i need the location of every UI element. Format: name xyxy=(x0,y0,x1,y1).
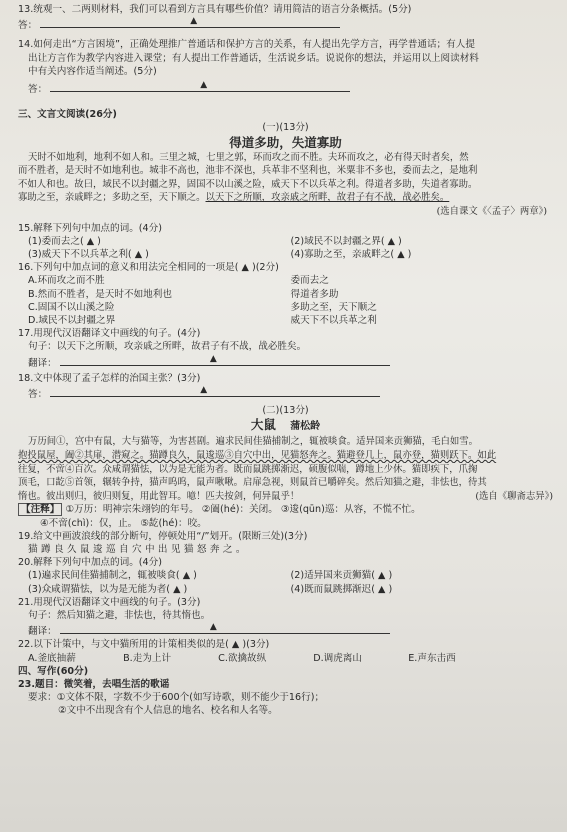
part-header: (一)(13分) xyxy=(262,122,309,134)
notes-line: ④不啻(chì)：仅，止。 ⑤龁(hé)：咬。 xyxy=(40,517,207,529)
q22-option[interactable]: E.声东击西 xyxy=(408,652,456,664)
q16-option[interactable]: A.环而攻之而不胜 委而去之 xyxy=(28,275,329,287)
q15-items xyxy=(18,235,553,248)
translate-label: 翻译： xyxy=(28,626,57,638)
passage-text: 万历间①，宫中有鼠，大与猫等，为害甚剧。遍求民间佳猫捕制之，辄被啖食。适异国来贡狮猫，毛白如雪。 抱投鼠屋，阖②其扉，潜窥之。猫蹲良久，鼠逡巡③自穴中出，见猫怒奔之。猫避登几上，鼠亦登，猫则跃下。如此 往复，不啻④百次。众咸谓猫怯，以为是无能为者。既而鼠跳掷渐迟，硕腹似喘，蹲地上少休。猫即疾下，爪掬 顶毛，口龁⑤首领，辗转争持，猫声呜呜，鼠声啾啾。启扉急视，则鼠首已嚼碎矣。然后知猫之避，非怯也，待其 惰也。彼出则归，彼归则复，用此智耳。噫！匹夫按剑，何异鼠乎！ (选自《聊斋志异》) xyxy=(18,436,553,502)
section-heading: 三、文言文阅读(26分) xyxy=(18,109,117,121)
q22-option[interactable]: B.走为上计 xyxy=(123,652,172,664)
q20-item[interactable]: (2)适异国来贡狮猫( ▲ ) xyxy=(290,570,393,582)
answer-label: 答： xyxy=(28,84,48,96)
q22-option[interactable]: A.釜底抽薪 xyxy=(28,652,76,664)
q17-sentence: 句子：以天下之所顺，攻亲戚之所畔，故君子有不战，战必胜矣。 xyxy=(28,341,307,353)
q22-option[interactable]: C.欲擒故纵 xyxy=(218,652,267,664)
passage-source: (选自《聊斋志异》) xyxy=(475,490,553,502)
q15-item[interactable]: (3)威天下不以兵革之利( ▲ ) xyxy=(28,249,149,260)
answer-blank[interactable]: ▲ xyxy=(40,16,340,28)
passage-source: (选自课文《〈孟子〉两章》) xyxy=(436,206,547,217)
q20-question: 20.解释下列句中加点的词。(4分) xyxy=(18,557,162,569)
q16-option[interactable]: C.固国不以山溪之险 多助之至，天下顺之 xyxy=(28,301,377,313)
q21-translation xyxy=(18,622,553,638)
q17-translation xyxy=(18,354,553,370)
answer-blank[interactable]: ▲ xyxy=(50,385,380,397)
q14-question: 14.如何走出“方言困境”，正确处理推广普通话和保护方言的关系，有人提出先学方言，再学普通话；有人提 出让方言作为教学内容进入课堂；有人提出工作普通话，生活说乡话。说说你的想法，并运用以上阅读材料 中有关内容作适当阐述。(5分) xyxy=(18,39,479,77)
q18-question: 18.文中体现了孟子怎样的治国主张？(3分) xyxy=(18,372,201,384)
q22-options xyxy=(18,652,553,665)
q16-option[interactable]: B.然而不胜者，是天时不如地利也 得道者多助 xyxy=(28,288,339,300)
q15-items xyxy=(18,248,553,261)
q19-sentence[interactable]: 猫蹲良久鼠逡巡自穴中出见猫怒奔之。 xyxy=(28,544,249,556)
answer-blank[interactable]: ▲ xyxy=(60,354,390,366)
q13-question: 13.统观一、二两则材料，我们可以看到方言具有哪些价值？请用简洁的语言分条概括。(5分) xyxy=(18,4,412,15)
answer-label: 答： xyxy=(28,389,48,401)
answer-blank[interactable]: ▲ xyxy=(60,622,390,634)
q16-option[interactable]: D.域民不以封疆之界 威天下不以兵革之利 xyxy=(28,315,377,327)
q15-item[interactable]: (4)寡助之至，亲戚畔之( ▲ ) xyxy=(290,249,412,260)
q18-answer xyxy=(18,385,553,401)
q22-option[interactable]: D.调虎离山 xyxy=(313,652,362,664)
answer-label: 答： xyxy=(18,20,38,32)
q16-question: 16.下列句中加点词的意义和用法完全相同的一项是( ▲ )(2分) xyxy=(18,262,279,274)
q19-question: 19.给文中画波浪线的部分断句，停顿处用“/”划开。(限断三处)(3分) xyxy=(18,530,308,542)
part-header: (二)(13分) xyxy=(262,405,309,417)
notes-label: 【注释】 xyxy=(18,503,62,516)
translate-label: 翻译： xyxy=(28,357,57,369)
underlined-sentence: 以天下之所顺，攻亲戚之所畔，故君子有不战，战必胜矣。 xyxy=(205,192,450,204)
author: 蒲松龄 xyxy=(290,421,321,433)
answer-blank[interactable]: ▲ xyxy=(50,80,350,92)
passage-title: 得道多助，失道寡助 xyxy=(229,134,342,150)
q20-item[interactable]: (4)既而鼠跳掷渐迟( ▲ ) xyxy=(290,583,393,595)
q20-item[interactable]: (1)遍求民间佳猫捕制之，辄被啖食( ▲ ) xyxy=(28,570,197,582)
passage-text: 天时不如地利，地利不如人和。三里之城，七里之郭，环而攻之而不胜。夫环而攻之，必有得天时者矣，然 而不胜者，是天时不如地利也。城非不高也，池非不深也，兵革非不坚利也，米粟非不多也，委而去之，是地利 不如人和也。故曰，域民不以封疆之界，固国不以山溪之险，威天下不以兵革之利。得道者多助，失道者寡助。 寡助之至，亲戚畔之；多助之至，天下顺之。以天下之所顺，攻亲戚之所畔，故君子有不战，战必胜矣。 (选自课文《〈孟子〉两章》) xyxy=(18,151,553,219)
q21-question: 21.用现代汉语翻译文中画线的句子。(3分) xyxy=(18,596,201,608)
q15-item[interactable]: (2)域民不以封疆之界( ▲ ) xyxy=(290,235,402,247)
q23-requirement: 要求：①文体不限，字数不少于600个(如写诗歌，则不能少于16行)； xyxy=(28,692,325,704)
q13-answer xyxy=(18,16,553,32)
q17-question: 17.用现代汉语翻译文中画线的句子。(4分) xyxy=(18,328,201,340)
q23-requirement: ②文中不出现含有个人信息的地名、校名和人名等。 xyxy=(58,705,278,717)
q20-item[interactable]: (3)众咸谓猫怯，以为是无能为者( ▲ ) xyxy=(28,583,188,595)
q23-question: 23.题目：微笑着，去唱生活的歌谣 xyxy=(18,679,170,691)
q14-answer xyxy=(18,80,553,96)
q15-item[interactable]: (1)委而去之( ▲ ) xyxy=(28,235,101,247)
passage-title: 大鼠 蒲松龄 xyxy=(250,417,321,433)
q21-sentence: 句子：然后知猫之避，非怯也，待其惰也。 xyxy=(28,610,211,622)
section-heading: 四、写作(60分) xyxy=(18,665,89,677)
q15-question: 15.解释下列句中加点的词。(4分) xyxy=(18,222,162,234)
notes: 【注释】 ①万历：明神宗朱翊钧的年号。 ②阖(hé)：关闭。 ③逡(qūn)巡：从容，不慌不忙。 xyxy=(18,503,553,516)
q22-question: 22.以下计策中，与文中猫所用的计策相类似的是( ▲ )(3分) xyxy=(18,639,270,651)
